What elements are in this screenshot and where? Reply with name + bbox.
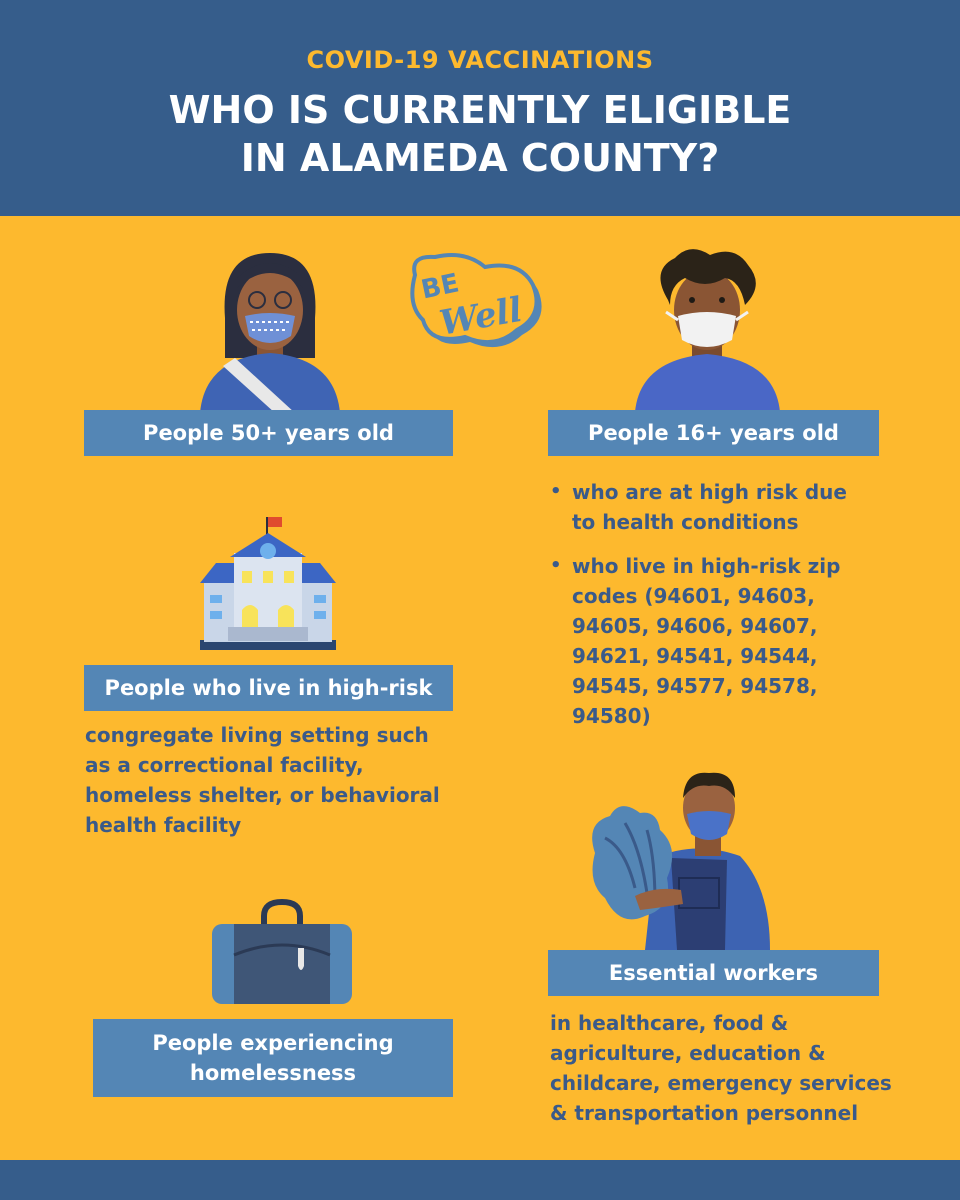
title-line-2: IN ALAMEDA COUNTY? — [240, 136, 720, 180]
list-item: • who are at high risk due to health conditions — [550, 477, 860, 537]
page-title — [0, 86, 960, 182]
farm-worker-illustration — [585, 768, 775, 950]
congregate-description: congregate living setting such as a correctional facility, homeless shelter, or behavioral health facility — [85, 723, 440, 837]
footer-bar — [0, 1160, 960, 1200]
label-people-16-plus: People 16+ years old — [548, 410, 879, 456]
duffel-bag-icon — [212, 900, 352, 1006]
essential-description: in healthcare, food & agriculture, education & childcare, emergency services & transportation personnel — [550, 1011, 892, 1125]
homeless-label-line-1: People experiencing — [152, 1031, 394, 1055]
header-banner — [0, 0, 960, 216]
header-kicker: COVID-19 VACCINATIONS — [306, 46, 654, 74]
age16-criteria-list — [550, 477, 860, 745]
woman-masked-illustration — [195, 248, 345, 413]
label-people-50-plus: People 50+ years old — [84, 410, 453, 456]
label-congregate-living: People who live in high-risk — [84, 665, 453, 711]
logo-well-text: Well — [436, 289, 526, 344]
title-line-1: WHO IS CURRENTLY ELIGIBLE — [168, 88, 792, 132]
be-well-logo — [410, 250, 550, 355]
logo-be-text: BE — [418, 268, 462, 306]
homeless-label-line-2: homelessness — [189, 1061, 357, 1085]
young-man-masked-illustration — [630, 250, 785, 412]
list-item: • who live in high-risk zip codes (94601, 94603, 94605, 94606, 94607, 94621, 94541, 94544, 94545, 94577, 94578, 94580) — [550, 551, 860, 731]
label-essential-workers: Essential workers — [548, 950, 879, 996]
school-building-icon — [200, 515, 336, 650]
label-people-experiencing-homelessness — [93, 1019, 453, 1097]
